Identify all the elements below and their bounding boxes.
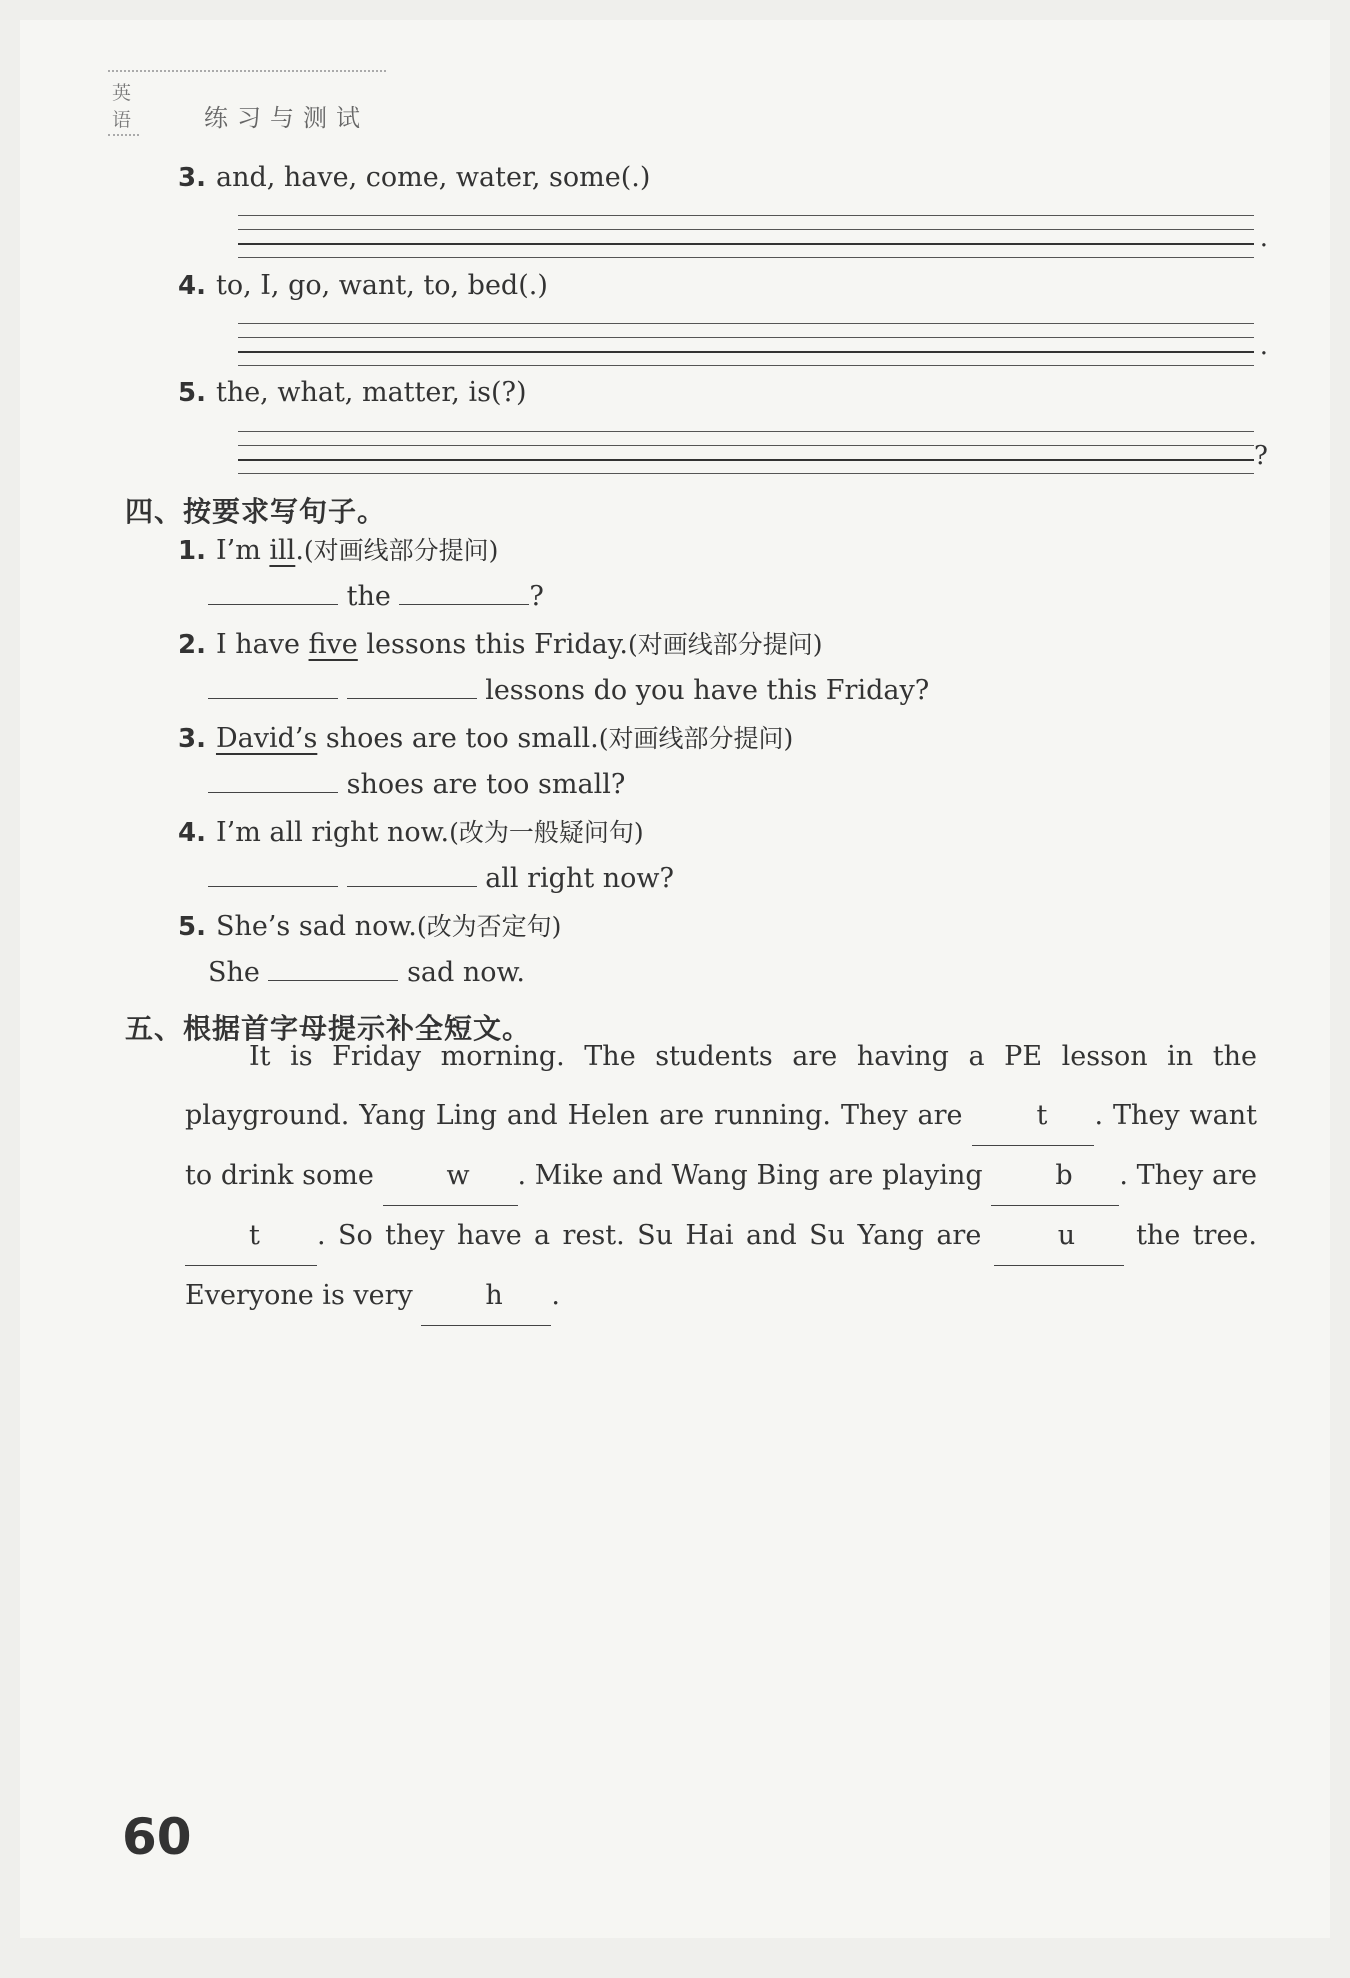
answer-blank[interactable]: [347, 672, 477, 699]
hint-blank-6[interactable]: h: [421, 1266, 551, 1326]
answer-blank[interactable]: [399, 578, 529, 605]
instruction: (对画线部分提问): [628, 630, 823, 659]
reorder-words: and, have, come, water, some(.): [215, 162, 651, 193]
book-title: 练习与测试: [204, 104, 369, 132]
writing-lines[interactable]: [238, 323, 1268, 377]
answer-line-2: lessons do you have this Friday?: [208, 672, 929, 706]
hint-blank-2[interactable]: w: [383, 1146, 518, 1206]
hint-blank-5[interactable]: u: [994, 1206, 1124, 1266]
answer-blank[interactable]: [208, 766, 338, 793]
reorder-item-4: [178, 270, 548, 301]
item-number: 5.: [178, 378, 206, 408]
instruction: (改为一般疑问句): [449, 818, 644, 847]
reorder-item-3: [178, 162, 650, 193]
underlined-word: David’s: [215, 723, 318, 754]
answer-blank[interactable]: [208, 672, 338, 699]
workbook-page: [20, 20, 1330, 1938]
reorder-words: the, what, matter, is(?): [215, 377, 527, 408]
instruction: (对画线部分提问): [303, 536, 499, 565]
header-dotted-rule: [108, 70, 386, 72]
rewrite-item-1: 1. I’m ill.(对画线部分提问): [178, 535, 499, 566]
hint-blank-3[interactable]: b: [991, 1146, 1119, 1206]
answer-blank[interactable]: [208, 860, 338, 887]
answer-blank[interactable]: [268, 954, 398, 981]
writing-lines[interactable]: [238, 431, 1268, 485]
reorder-words: to, I, go, want, to, bed(.): [215, 270, 548, 301]
hint-blank-4[interactable]: t: [185, 1206, 317, 1266]
rewrite-item-5: 5. She’s sad now.(改为否定句): [178, 911, 562, 942]
underlined-word: ill: [269, 535, 296, 566]
end-punctuation: .: [1259, 331, 1268, 361]
rewrite-item-4: 4. I’m all right now.(改为一般疑问句): [178, 817, 644, 848]
page-number: 60: [122, 1808, 192, 1866]
answer-line-5: She sad now.: [208, 954, 525, 988]
end-punctuation: ?: [1254, 441, 1268, 471]
rewrite-item-2: 2. I have five lessons this Friday.(对画线部分提问): [178, 629, 823, 660]
cloze-passage: It is Friday morning. The students are having a PE lesson in the playground. Yang Ling and Helen are running. They are t . They want to drink some w . Mike and Wang Bing are playing b . They are t . So they have a rest. Su Hai and Su Yang are u the tree. Everyone is very h .: [185, 1027, 1257, 1326]
instruction: (改为否定句): [416, 912, 562, 941]
instruction: (对画线部分提问): [598, 724, 794, 753]
hint-blank-1[interactable]: t: [972, 1086, 1094, 1146]
answer-blank[interactable]: [208, 578, 338, 605]
item-number: 3.: [178, 163, 206, 193]
answer-line-3: shoes are too small?: [208, 766, 625, 800]
writing-lines[interactable]: [238, 215, 1268, 269]
end-punctuation: .: [1259, 223, 1268, 253]
reorder-item-5: [178, 377, 526, 408]
rewrite-item-3: 3. David’s shoes are too small.(对画线部分提问): [178, 723, 794, 754]
section-title-5: 五、根据首字母提示补全短文。: [125, 1012, 532, 1045]
item-number: 4.: [178, 271, 206, 301]
answer-line-1: the ?: [208, 578, 544, 612]
answer-line-4: all right now?: [208, 860, 674, 894]
section-title-4: 四、按要求写句子。: [125, 495, 387, 528]
underlined-word: five: [308, 629, 358, 660]
answer-blank[interactable]: [347, 860, 477, 887]
subject-tag: 英语: [108, 78, 139, 136]
